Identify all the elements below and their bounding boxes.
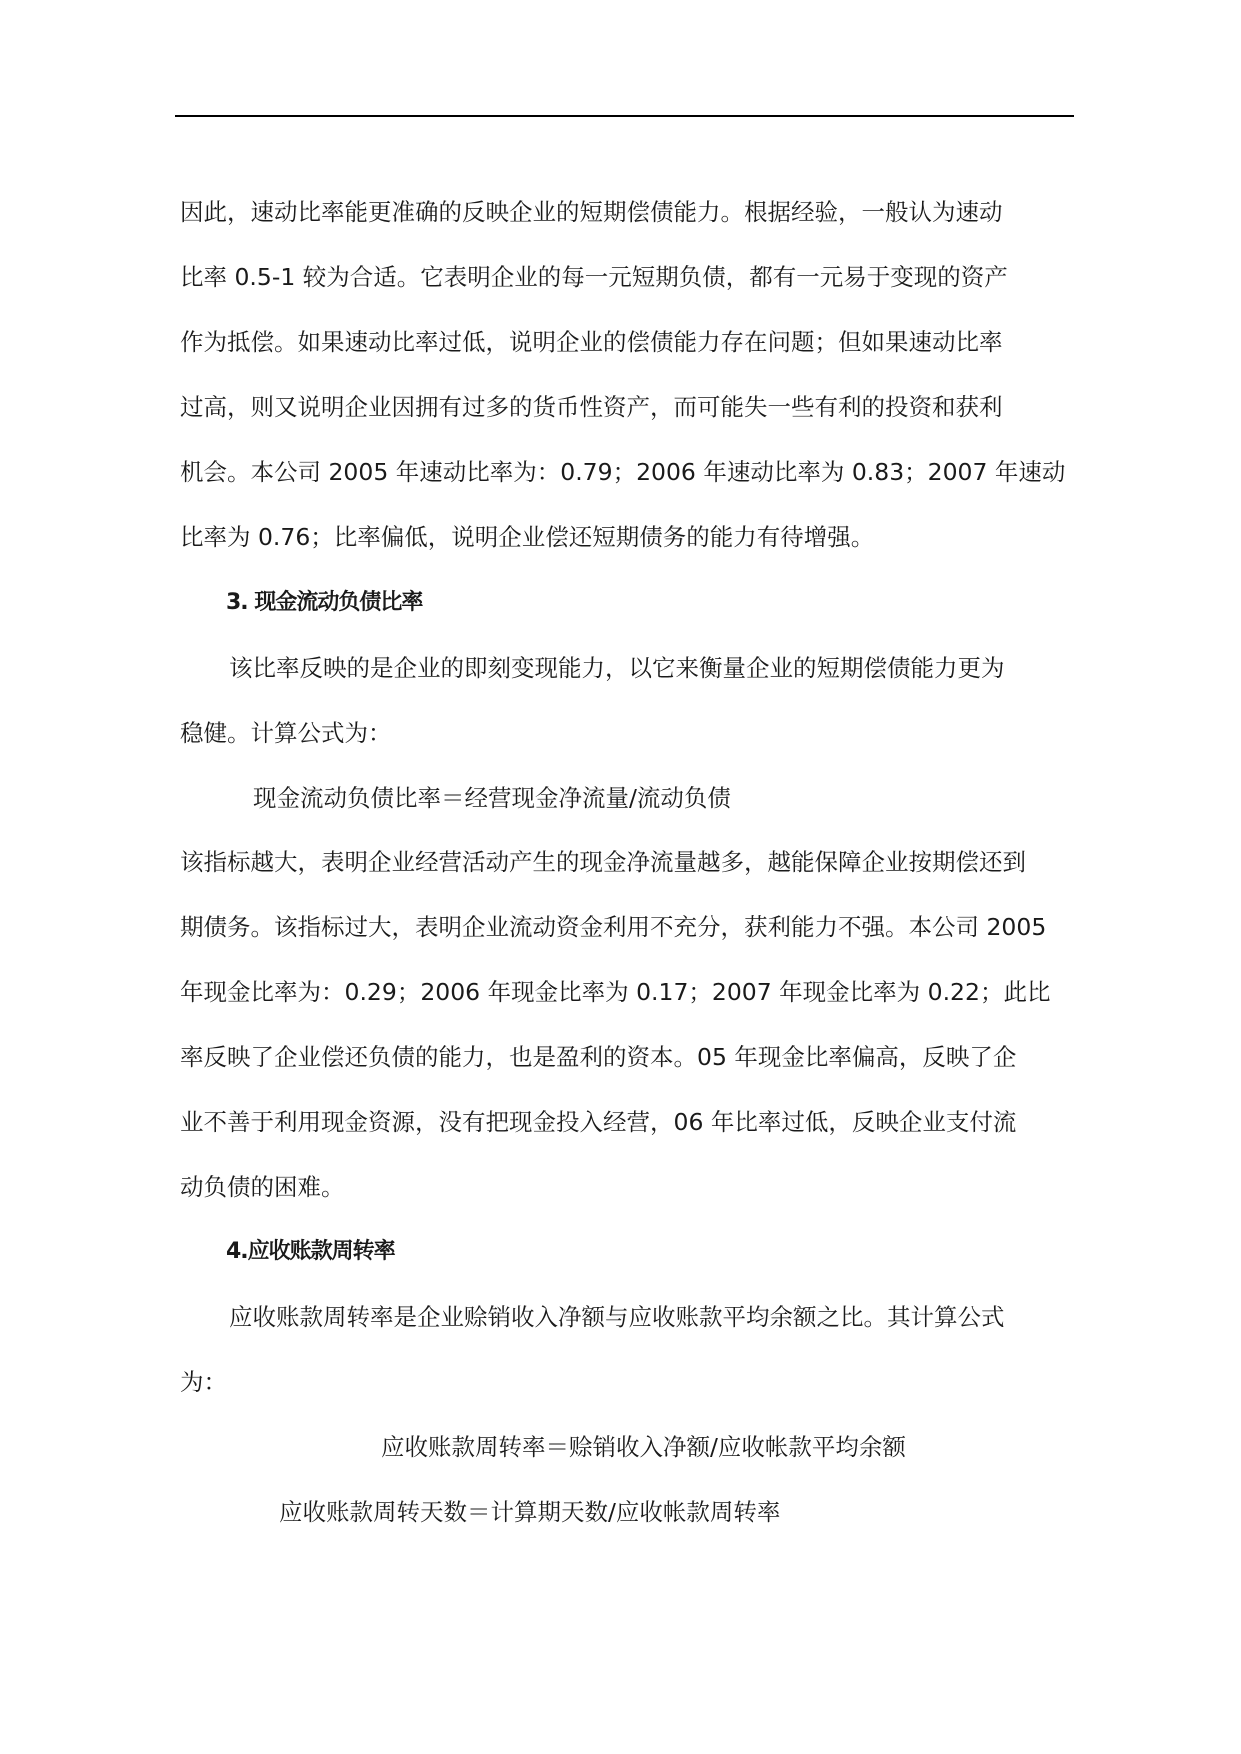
formula-receivables-days: 应收账款周转天数＝计算期天数/应收帐款周转率 [279, 1498, 781, 1526]
body-line-9: 该指标越大，表明企业经营活动产生的现金净流量越多，越能保障企业按期偿还到 [180, 848, 1026, 876]
body-line-4: 过高，则又说明企业因拥有过多的货币性资产，而可能失一些有利的投资和获利 [180, 393, 1003, 421]
body-line-12: 率反映了企业偿还负债的能力，也是盈利的资本。05 年现金比率偏高，反映了企 [180, 1043, 1017, 1071]
header-rule [175, 115, 1074, 117]
body-line-8: 稳健。计算公式为： [180, 719, 392, 747]
section-heading-3: 3. 现金流动负债比率 [226, 590, 423, 615]
body-line-13: 业不善于利用现金资源，没有把现金投入经营，06 年比率过低，反映企业支付流 [180, 1108, 1017, 1136]
body-line-3: 作为抵偿。如果速动比率过低，说明企业的偿债能力存在问题；但如果速动比率 [180, 328, 1003, 356]
body-line-15: 应收账款周转率是企业赊销收入净额与应收账款平均余额之比。其计算公式 [229, 1303, 1005, 1331]
section-heading-4: 4.应收账款周转率 [226, 1239, 395, 1264]
body-line-11: 年现金比率为：0.29；2006 年现金比率为 0.17；2007 年现金比率为 0.22；此比 [180, 978, 1051, 1006]
body-line-16: 为： [180, 1368, 227, 1396]
formula-receivables-turnover: 应收账款周转率＝赊销收入净额/应收帐款平均余额 [381, 1433, 906, 1461]
body-line-2: 比率 0.5-1 较为合适。它表明企业的每一元短期负债，都有一元易于变现的资产 [180, 263, 1008, 291]
body-line-7: 该比率反映的是企业的即刻变现能力，以它来衡量企业的短期偿债能力更为 [229, 654, 1005, 682]
body-line-10: 期债务。该指标过大，表明企业流动资金利用不充分，获利能力不强。本公司 2005 [180, 913, 1047, 941]
body-line-5: 机会。本公司 2005 年速动比率为：0.79；2006 年速动比率为 0.83；2007 年速动 [180, 458, 1066, 486]
body-line-14: 动负债的困难。 [180, 1173, 345, 1201]
body-line-1: 因此，速动比率能更准确的反映企业的短期偿债能力。根据经验，一般认为速动 [180, 198, 1003, 226]
body-line-6: 比率为 0.76；比率偏低，说明企业偿还短期债务的能力有待增强。 [180, 523, 875, 551]
formula-cash-ratio: 现金流动负债比率＝经营现金净流量/流动负债 [253, 784, 731, 812]
